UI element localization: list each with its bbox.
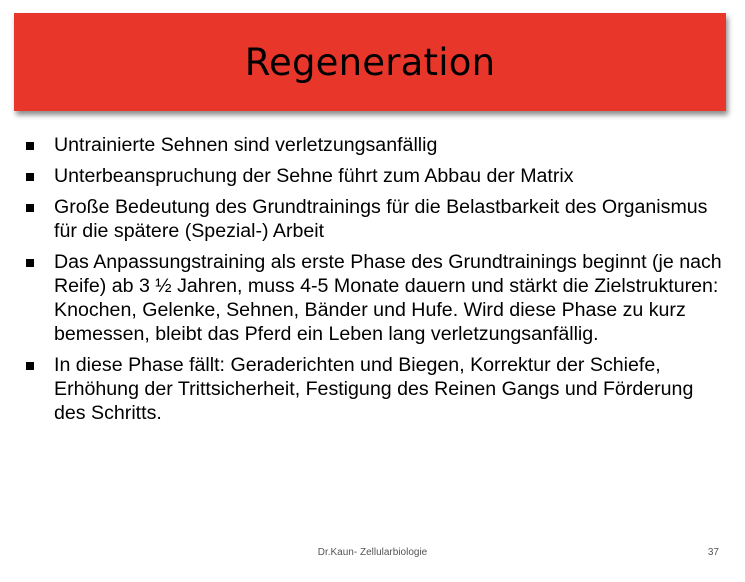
- bullet-text: Große Bedeutung des Grundtrainings für die Belastbarkeit des Organismus für die spätere (Spezial-) Arbeit: [54, 196, 708, 242]
- square-bullet-icon: [26, 259, 34, 267]
- bullet-list: [26, 133, 726, 432]
- bullet-item: [26, 195, 726, 243]
- square-bullet-icon: [26, 362, 34, 370]
- bullet-text: Das Anpassungstraining als erste Phase des Grundtrainings beginnt (je nach Reife) ab 3 ½ Jahren, muss 4-5 Monate dauern und stärkt die Zielstrukturen: Knochen, Gelenke, Sehnen, Bänder und Hufe. Wird diese Phase zu kurz bemessen, bleibt das Pferd ein Leben lang verletzungsanfällig.: [54, 251, 722, 345]
- bullet-item: [26, 250, 726, 346]
- bullet-text: In diese Phase fällt: Geraderichten und Biegen, Korrektur der Schiefe, Erhöhung der Trittsicherheit, Festigung des Reinen Gangs und Förderung des Schritts.: [54, 354, 694, 424]
- square-bullet-icon: [26, 142, 34, 150]
- page-number: 37: [707, 547, 719, 558]
- square-bullet-icon: [26, 204, 34, 212]
- square-bullet-icon: [26, 173, 34, 181]
- bullet-text: Unterbeanspruchung der Sehne führt zum Abbau der Matrix: [54, 165, 574, 187]
- slide-footer: Dr.Kaun- Zellularbiologie: [317, 547, 428, 558]
- title-banner: [14, 13, 726, 111]
- bullet-text: Untrainierte Sehnen sind verletzungsanfällig: [54, 134, 438, 156]
- bullet-item: [26, 353, 726, 425]
- bullet-item: [26, 133, 726, 157]
- bullet-item: [26, 164, 726, 188]
- slide-title: Regeneration: [244, 40, 496, 84]
